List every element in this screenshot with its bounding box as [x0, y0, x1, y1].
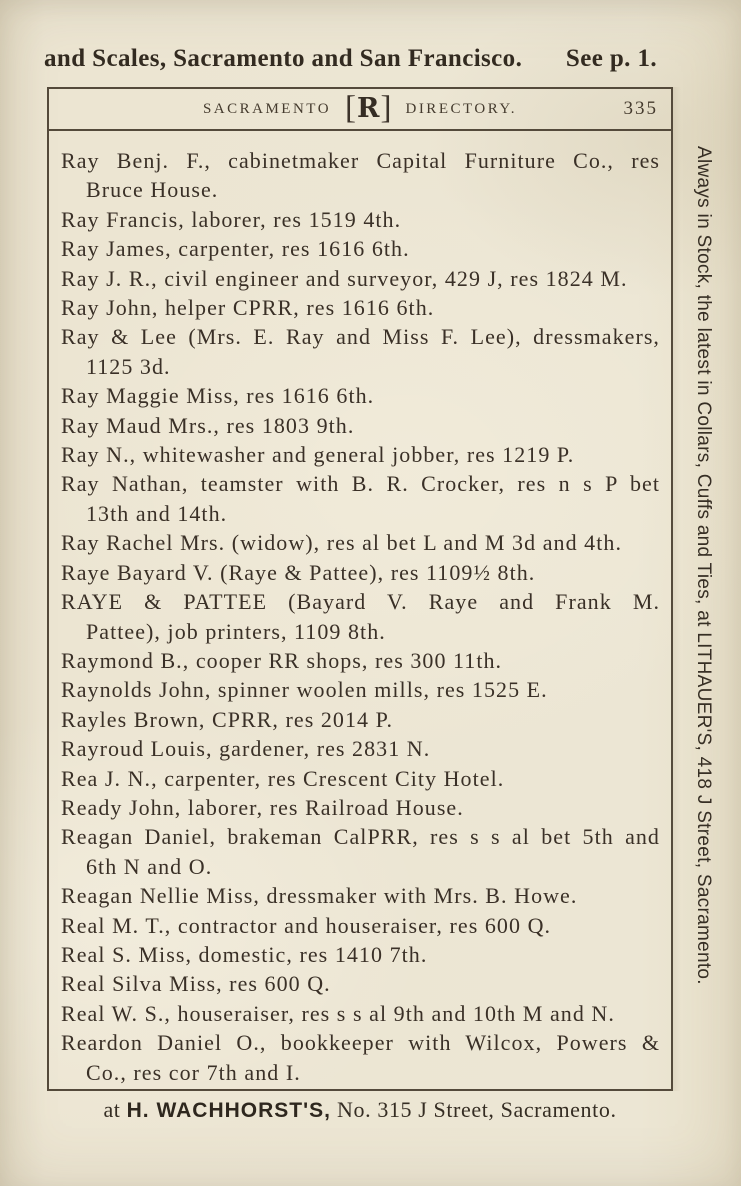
running-head-page-ref: See p. 1.: [565, 45, 657, 72]
directory-entry: [61, 587, 660, 646]
entry-line: Ray & Lee (Mrs. E. Ray and Miss F. Lee), dressmakers,: [61, 324, 660, 350]
directory-entry: [61, 999, 660, 1028]
entry-line: Ray Maud Mrs., res 1803 9th.: [61, 412, 355, 438]
running-head-left: and Scales, Sacramento and San Francisco.: [44, 45, 523, 72]
directory-entry: [61, 469, 660, 528]
running-foot-prefix: at: [103, 1097, 127, 1122]
directory-entry: [61, 528, 660, 557]
entry-line: Real W. S., houseraiser, res s s al 9th and 10th M and N.: [61, 1000, 615, 1026]
entry-line: RAYE & PATTEE (Bayard V. Raye and Frank M.: [61, 589, 660, 615]
directory-frame: [47, 87, 673, 1091]
entry-line: Pattee), job printers, 1109 8th.: [86, 618, 386, 644]
entry-line: Reagan Daniel, brakeman CalPRR, res s s al bet 5th and: [61, 824, 660, 850]
store-name: H. WACHHORST'S,: [126, 1099, 331, 1122]
directory-entry: [61, 205, 660, 234]
page-header: [49, 89, 671, 131]
entry-line: Rayles Brown, CPRR, res 2014 P.: [61, 706, 394, 732]
directory-entry: [61, 940, 660, 969]
entry-line: Raymond B., cooper RR shops, res 300 11th.: [61, 647, 503, 673]
entry-list: [49, 131, 671, 1087]
directory-entry: [61, 264, 660, 293]
page-number: 335: [623, 98, 658, 119]
entry-line: Raynolds John, spinner woolen mills, res 1525 E.: [61, 677, 548, 703]
entry-line: Ray Francis, laborer, res 1519 4th.: [61, 206, 402, 232]
entry-line: Real S. Miss, domestic, res 1410 7th.: [61, 941, 428, 967]
running-foot: [47, 1097, 673, 1123]
directory-entry: [61, 293, 660, 322]
directory-entry: [61, 1028, 660, 1087]
entry-line: Ray J. R., civil engineer and surveyor, 429 J, res 1824 M.: [61, 265, 628, 291]
directory-entry: [61, 558, 660, 587]
entry-line: Reardon Daniel O., bookkeeper with Wilcox, Powers &: [61, 1030, 660, 1056]
entry-line: Co., res cor 7th and I.: [86, 1059, 301, 1085]
entry-line: Real Silva Miss, res 600 Q.: [61, 971, 331, 997]
box-edge-shadow: [673, 87, 681, 1091]
entry-line: Ray Benj. F., cabinetmaker Capital Furniture Co., res: [61, 148, 660, 173]
entry-line: Ready John, laborer, res Railroad House.: [61, 794, 464, 820]
entry-line: Ray John, helper CPRR, res 1616 6th.: [61, 295, 435, 321]
entry-line: Ray N., whitewasher and general jobber, res 1219 P.: [61, 442, 575, 468]
directory-entry: [61, 911, 660, 940]
directory-entry: [61, 705, 660, 734]
directory-entry: [61, 381, 660, 410]
store-address: No. 315 J Street, Sacramento.: [330, 1097, 617, 1122]
directory-entry: [61, 646, 660, 675]
running-head: [44, 45, 657, 73]
entry-line: Rea J. N., carpenter, res Crescent City Hotel.: [61, 765, 505, 791]
entry-line: Ray Rachel Mrs. (widow), res al bet L and M 3d and 4th.: [61, 530, 622, 556]
entry-line: Reagan Nellie Miss, dressmaker with Mrs. B. Howe.: [61, 883, 578, 909]
entry-line: Ray Maggie Miss, res 1616 6th.: [61, 383, 375, 409]
directory-entry: [61, 234, 660, 263]
entry-line: Ray James, carpenter, res 1616 6th.: [61, 236, 410, 262]
header-title: DIRECTORY.: [405, 100, 518, 117]
directory-entry: [61, 822, 660, 881]
entry-line: Rayroud Louis, gardener, res 2831 N.: [61, 736, 431, 762]
directory-entry: [61, 146, 660, 205]
entry-line: 6th N and O.: [86, 853, 213, 879]
entry-line: Ray Nathan, teamster with B. R. Crocker, res n s P bet: [61, 471, 660, 497]
entry-line: 1125 3d.: [86, 353, 171, 379]
sidebar-vertical-ad: Always in Stock, the latest in Collars, Cuffs and Ties, at LITHAUER'S, 418 J Street, Sacramento.: [693, 146, 714, 985]
page-header-title-group: SACRAMENTO [ R ] DIRECTORY.: [202, 90, 518, 126]
directory-entry: [61, 322, 660, 381]
entry-line: Bruce House.: [86, 177, 219, 203]
directory-entry: [61, 793, 660, 822]
directory-entry: [61, 881, 660, 910]
directory-entry: [61, 675, 660, 704]
directory-entry: [61, 411, 660, 440]
entry-line: Real M. T., contractor and houseraiser, res 600 Q.: [61, 912, 552, 938]
directory-entry: [61, 440, 660, 469]
header-city: SACRAMENTO: [202, 100, 332, 117]
directory-entry: [61, 969, 660, 998]
directory-entry: [61, 764, 660, 793]
entry-line: Raye Bayard V. (Raye & Pattee), res 1109½ 8th.: [61, 559, 536, 585]
directory-entry: [61, 734, 660, 763]
entry-line: 13th and 14th.: [86, 500, 228, 526]
